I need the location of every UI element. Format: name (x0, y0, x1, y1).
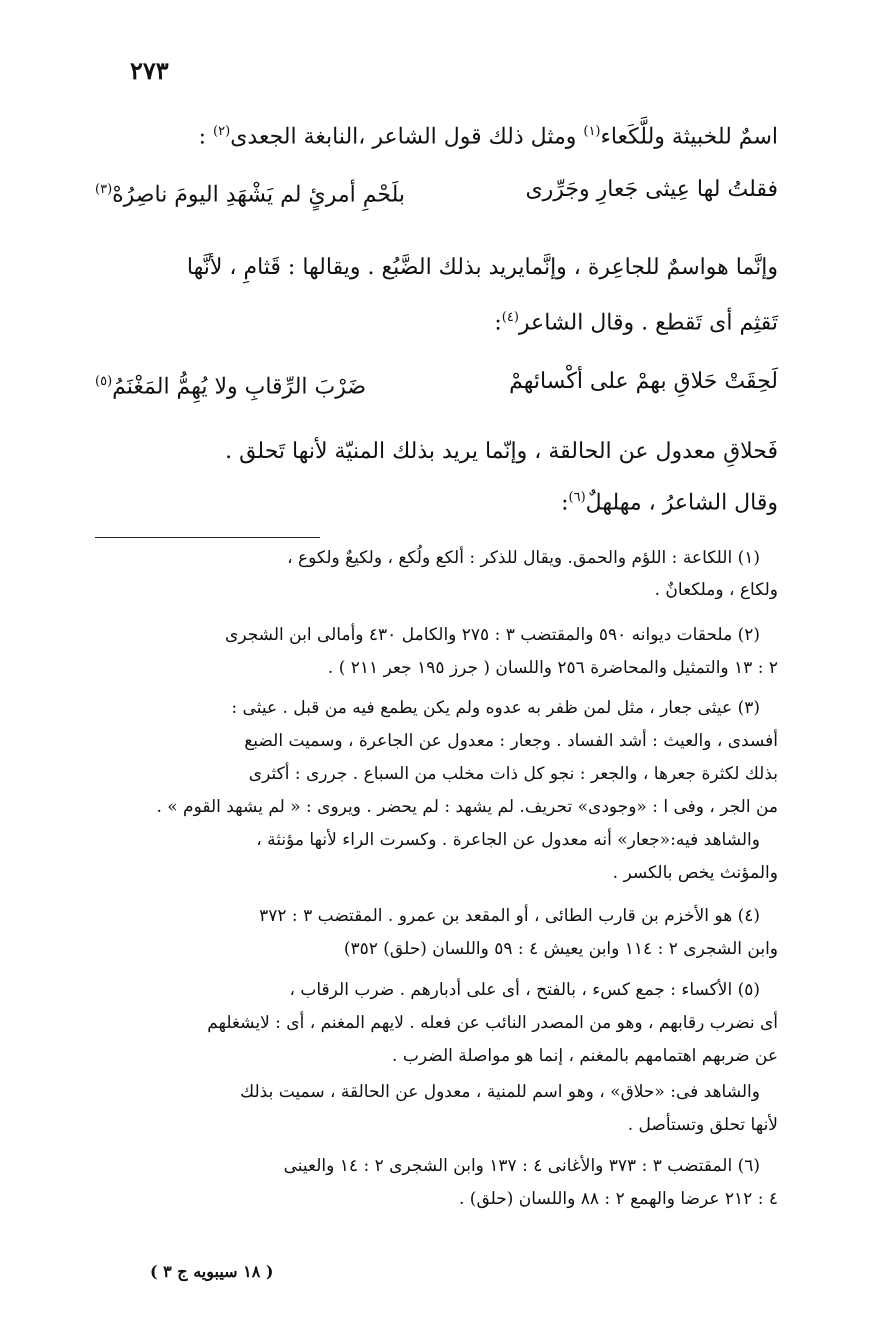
text-segment: : (494, 310, 502, 336)
footnote-line: والشاهد فيه:«جعار» أنه معدول عن الجاعرة . وكسرت الراء لأنها مؤنثة ، (256, 830, 760, 850)
text-segment: اسمٌ للخبيثة وللَّكَعاء (600, 124, 778, 150)
footnote-separator (95, 537, 320, 538)
footnote-line: (٤) هو الأخزم بن قارب الطائى ، أو المقعد بن عمرو . المقتضب ٣ : ٣٧٢ (259, 906, 760, 926)
footnote-line: ٢ : ١٣ والتمثيل والمحاضرة ٢٥٦ واللسان ( جرز ١٩٥ جعر ٢١١ ) . (327, 658, 778, 678)
text-line (95, 298, 778, 343)
text-segment: ومثل ذلك قول الشاعر ،النابغة الجعدى (230, 124, 584, 150)
verse-line (95, 362, 778, 407)
footnote-line: (١) اللكاعة : اللؤم والحمق. ويقال للذكر : ألكع ولُكع ، ولكيعٌ ولكوع ، (287, 548, 760, 568)
text-line (95, 248, 778, 288)
footnote-line: (٢) ملحقات ديوانه ٥٩٠ والمقتضب ٣ : ٢٧٥ والكامل ٤٣٠ وأمالى ابن الشجرى (225, 625, 760, 645)
footnote-ref: (٥) (95, 374, 113, 389)
footnote-line: ولكاع ، وملكعانٌ . (654, 580, 778, 600)
footnote-line: (٣) عيثى جعار ، مثل لمن ظفر به عدوه ولم يكن يطمع فيه من قبل . عيثى : (231, 698, 760, 718)
text-line (95, 432, 778, 472)
verse-second-hemistich (95, 170, 405, 215)
footnote-line: عن ضربهم اهتمامهم بالمغنم ، إنما هو مواصلة الضرب . (392, 1046, 778, 1066)
footnote-line: بذلك لكثرة جعرها ، والجعر : نجو كل ذات مخلب من السباع . جررى : أكثرى (248, 764, 778, 784)
verse-first-hemistich: لَحِقَتْ حَلاقِ بهمْ على أكْسائهمْ (509, 369, 778, 394)
footnote-line: من الجر ، وفى ا : «وجودى» تحريف. لم يشهد : لم يحضر . ويروى : « لم يشهد القوم » . (156, 797, 778, 817)
footnote-line: لأنها تحلق وتستأصل . (627, 1115, 778, 1135)
text-line (95, 478, 778, 523)
verse-first-hemistich: فقلتُ لها عِيثى جَعارِ وجَرِّرى (525, 177, 778, 202)
verse-text: ضَرْبَ الرِّقابِ ولا يُهِمُّ المَغْنَمُ (112, 374, 367, 400)
text-segment: وإنَّما هواسمٌ للجاعِرة ، وإنَّمايريد بذلك الضَّبُع . ويقالها : قَثامِ ، لأنَّها (186, 255, 778, 280)
verse-line (95, 170, 778, 215)
footnote-line: وابن الشجرى ٢ : ١١٤ وابن يعيش ٤ : ٥٩ واللسان (حلق) ٣٥٢) (343, 939, 778, 959)
text-segment: وقال الشاعرُ ، مهلهلٌ (585, 490, 778, 516)
footnote-line: (٦) المقتضب ٣ : ٣٧٣ والأغانى ٤ : ١٣٧ وابن الشجرى ٢ : ١٤ والعينى (283, 1156, 760, 1176)
footnote-line: والشاهد فى: «حلاق» ، وهو اسم للمنية ، معدول عن الحالقة ، سميت بذلك (240, 1082, 760, 1102)
footnote-line: والمؤنث يخص بالكسر . (612, 863, 778, 883)
footnote-ref: (٣) (95, 182, 113, 197)
footnote-ref: (٤) (501, 310, 519, 325)
text-segment: : (561, 490, 569, 516)
text-line (95, 112, 778, 157)
text-segment: تَقثِم أى تَقطع . وقال الشاعر (518, 310, 778, 336)
footnote-line: ٤ : ٢١٢ عرضا والهمع ٢ : ٨٨ واللسان (حلق) . (459, 1189, 778, 1209)
footnote-line: أى نضرب رقابهم ، وهو من المصدر النائب عن فعله . لايهم المغنم ، أى : لايشغلهم (207, 1013, 778, 1033)
footnote-ref: (٦) (568, 490, 586, 505)
verse-second-hemistich (95, 362, 366, 407)
footnote-ref: (٢) (213, 124, 231, 139)
footnote-ref: (١) (583, 124, 601, 139)
footnote-line: (٥) الأكساء : جمع كسء ، بالفتح ، أى على أدبارهم . ضرب الرقاب ، (289, 980, 760, 1000)
footnote-line: أفسدى ، والعيث : أشد الفساد . وجعار : معدول عن الجاعرة ، وسميت الضبع (244, 731, 778, 751)
text-segment: فَحلاقِ معدول عن الحالقة ، وإنّما يريد بذلك المنيّة لأنها تَحلق . (225, 439, 778, 464)
text-segment: : (198, 124, 214, 150)
page-number: ٢٧٣ (130, 56, 169, 85)
printer-signature: ( ١٨ سيبويه ج ٣ ) (150, 1262, 274, 1281)
verse-text: بلَحْمِ أمرئٍ لم يَشْهَدِ اليومَ ناصِرُهْ (112, 182, 406, 208)
